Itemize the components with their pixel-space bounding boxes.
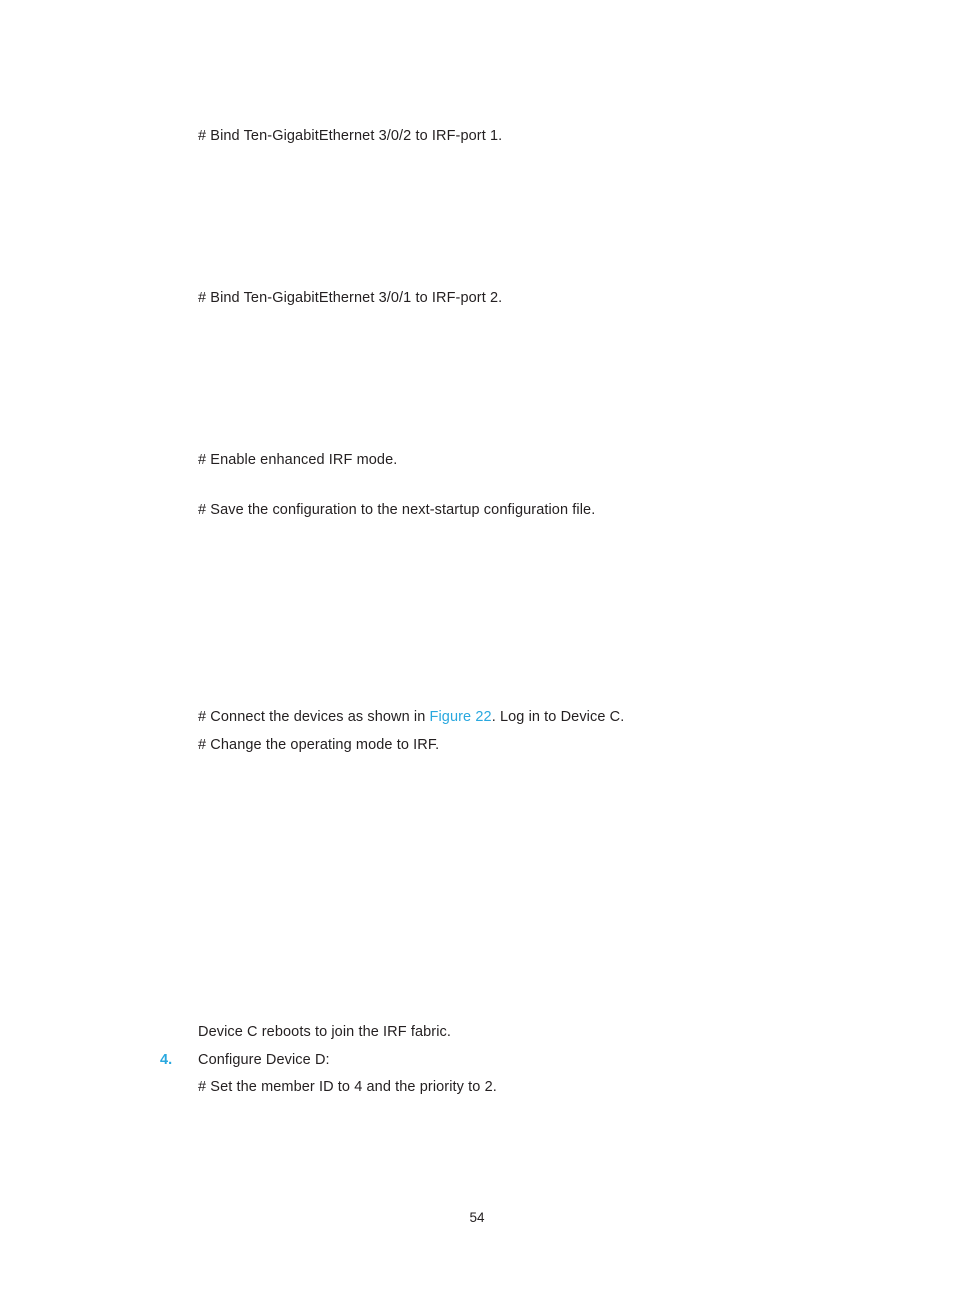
connect-devices-suffix: . Log in to Device C. — [491, 709, 625, 725]
change-mode-line: # Change the operating mode to IRF. — [198, 737, 440, 753]
connect-devices-prefix: # Connect the devices as shown in — [198, 709, 430, 725]
bind-port2-line: # Bind Ten-GigabitEthernet 3/0/1 to IRF-port 2. — [198, 290, 503, 306]
connect-devices-line — [198, 709, 624, 726]
bind-port1-line: # Bind Ten-GigabitEthernet 3/0/2 to IRF-port 1. — [198, 128, 503, 144]
step-4-number: 4. — [160, 1052, 173, 1068]
page-number: 54 — [469, 1210, 485, 1225]
save-config-line: # Save the configuration to the next-startup configuration file. — [198, 502, 596, 518]
step-4-label: Configure Device D: — [198, 1052, 330, 1068]
enable-irf-line: # Enable enhanced IRF mode. — [198, 452, 398, 468]
figure-22-link[interactable]: Figure 22 — [429, 709, 492, 725]
set-member-id-line: # Set the member ID to 4 and the priority to 2. — [198, 1079, 497, 1095]
reboot-line: Device C reboots to join the IRF fabric. — [198, 1024, 452, 1040]
